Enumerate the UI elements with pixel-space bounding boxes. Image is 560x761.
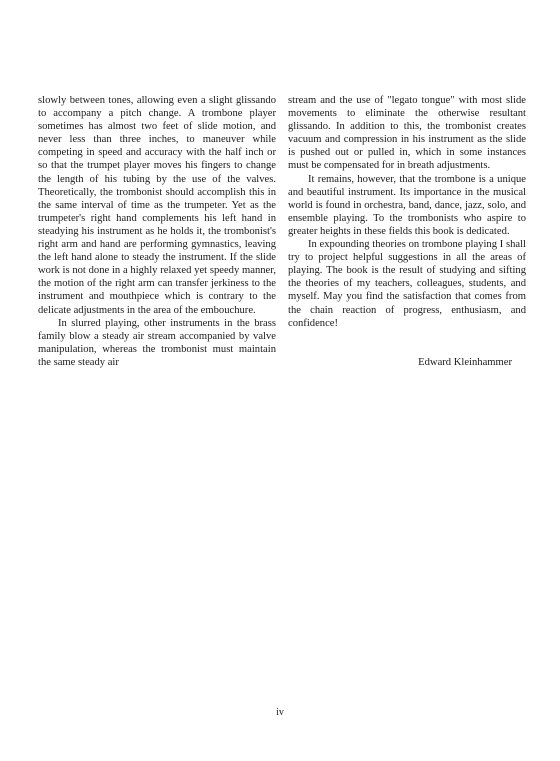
left-paragraph-2: In slurred playing, other instruments in the brass family blow a steady air stream accompanied by valve manipulation, whereas the trombonist must maintain the same steady air bbox=[38, 317, 276, 368]
right-paragraph-1: stream and the use of "legato tongue" with most slide movements to eliminate the otherwise resultant glissando. In addition to this, the trombonist creates vacuum and compression in his instrument as the slide is pushed out or pulled in, which in some instances must be compensated for in breath adjustments. bbox=[288, 95, 526, 172]
right-text-column bbox=[288, 94, 526, 369]
page-number: iv bbox=[276, 707, 284, 718]
left-paragraph-1: slowly between tones, allowing even a slight glissando to accompany a pitch change. A trombone player sometimes has almost two feet of slide motion, and never less than three inches, to maneuver while competing in speed and accuracy with the half inch or so that the trumpet player moves his fingers to change the length of his tubing by the use of the valves. Theoretically, the trombonist should accomplish this in the same interval of time as the trumpeter. Yet as the trumpeter's right hand complements his left hand in steadying his instrument as he holds it, the trombonist's right arm and hand are performing gymnastics, leaving the left hand alone to steady the instrument. If the slide work is not done in a highly relaxed yet speedy manner, the motion of the right arm can transfer jerkiness to the instrument and mouthpiece which is contrary to the delicate adjustments in the area of the embouchure. bbox=[38, 95, 276, 316]
left-text-column bbox=[38, 94, 276, 369]
right-paragraph-2: It remains, however, that the trombone is a unique and beautiful instrument. Its importance in the musical world is found in orchestra, band, dance, jazz, solo, and ensemble playing. To the trombonists who aspire to greater heights in these fields this book is dedicated. bbox=[288, 173, 526, 237]
right-paragraph-3: In expounding theories on trombone playing I shall try to project helpful suggestions in all the areas of playing. The book is the result of studying and sifting the theories of my teachers, colleagues, students, and myself. May you find the satisfaction that comes from the chain reaction of progress, enthusiasm, and confidence! bbox=[288, 239, 526, 329]
author-signature: Edward Kleinhammer bbox=[418, 356, 512, 368]
